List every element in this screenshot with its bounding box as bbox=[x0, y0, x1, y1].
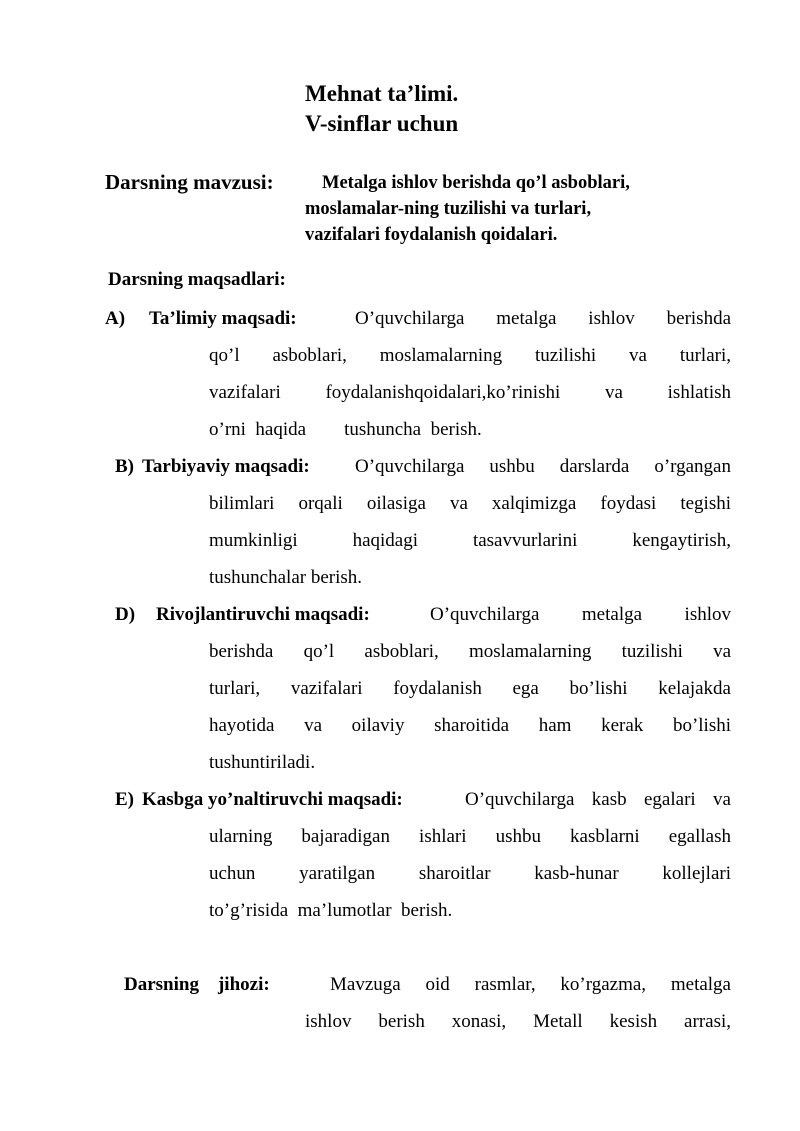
goal-d-label: Rivojlantiruvchi maqsadi: bbox=[156, 604, 370, 625]
goal-b-label: Tarbiyaviy maqsadi: bbox=[142, 456, 310, 477]
goal-b-line: mumkinligi haqidagi tasavvurlarini kengaytirish, bbox=[209, 530, 731, 551]
goal-e-label: Kasbga yo’naltiruvchi maqsadi: bbox=[142, 789, 403, 810]
goal-e-letter: E) bbox=[115, 789, 134, 810]
goal-b-line: tushunchalar berish. bbox=[209, 567, 363, 588]
goals-heading: Darsning maqsadlari: bbox=[108, 269, 286, 290]
goal-d-line: berishda qo’l asboblari, moslamalarning tuzilishi va bbox=[209, 641, 731, 662]
topic-line-2: moslamalar-ning tuzilishi va turlari, bbox=[305, 199, 592, 219]
page-subtitle: V-sinflar uchun bbox=[305, 111, 459, 136]
page-title: Mehnat ta’limi. bbox=[305, 81, 459, 106]
goal-b-first-line: O’quvchilarga ushbu darslarda o’rgangan bbox=[355, 456, 731, 477]
goal-a-letter: A) bbox=[105, 308, 126, 329]
topic-label: Darsning mavzusi: bbox=[105, 170, 274, 194]
goal-d-letter: D) bbox=[115, 604, 136, 625]
goal-b-letter: B) bbox=[115, 456, 134, 477]
goal-a-label: Ta’limiy maqsadi: bbox=[149, 308, 297, 329]
goal-e-line: to’g’risida ma’lumotlar berish. bbox=[209, 900, 453, 921]
goal-a-line: o’rni haqida tushuncha berish. bbox=[209, 419, 482, 440]
equipment-line: ishlov berish xonasi, Metall kesish arrasi, bbox=[305, 1011, 731, 1032]
goal-e-first-line: O’quvchilarga kasb egalari va bbox=[465, 789, 731, 810]
goal-a-line: qo’l asboblari, moslamalarning tuzilishi va turlari, bbox=[209, 345, 731, 366]
goal-e-line: ularning bajaradigan ishlari ushbu kasblarni egallash bbox=[209, 826, 731, 847]
goal-b-line: bilimlari orqali oilasiga va xalqimizga foydasi tegishi bbox=[209, 493, 731, 514]
topic-line-1: Metalga ishlov berishda qo’l asboblari, bbox=[322, 173, 630, 193]
goal-e-line: uchun yaratilgan sharoitlar kasb-hunar kollejlari bbox=[209, 863, 731, 884]
goal-d-line: turlari, vazifalari foydalanish ega bo’lishi kelajakda bbox=[209, 678, 731, 699]
goal-d-line: tushuntiriladi. bbox=[209, 752, 316, 773]
goal-a-first-line: O’quvchilarga metalga ishlov berishda bbox=[355, 308, 731, 329]
equipment-first-line: Mavzuga oid rasmlar, ko’rgazma, metalga bbox=[330, 974, 731, 995]
topic-line-3: vazifalari foydalanish qoidalari. bbox=[305, 225, 558, 245]
goal-a-line: vazifalari foydalanishqoidalari,ko’rinishi va ishlatish bbox=[209, 382, 731, 403]
equipment-label: Darsning jihozi: bbox=[124, 974, 270, 995]
goal-d-first-line: O’quvchilarga metalga ishlov bbox=[430, 604, 731, 625]
goal-d-line: hayotida va oilaviy sharoitida ham kerak bo’lishi bbox=[209, 715, 731, 736]
